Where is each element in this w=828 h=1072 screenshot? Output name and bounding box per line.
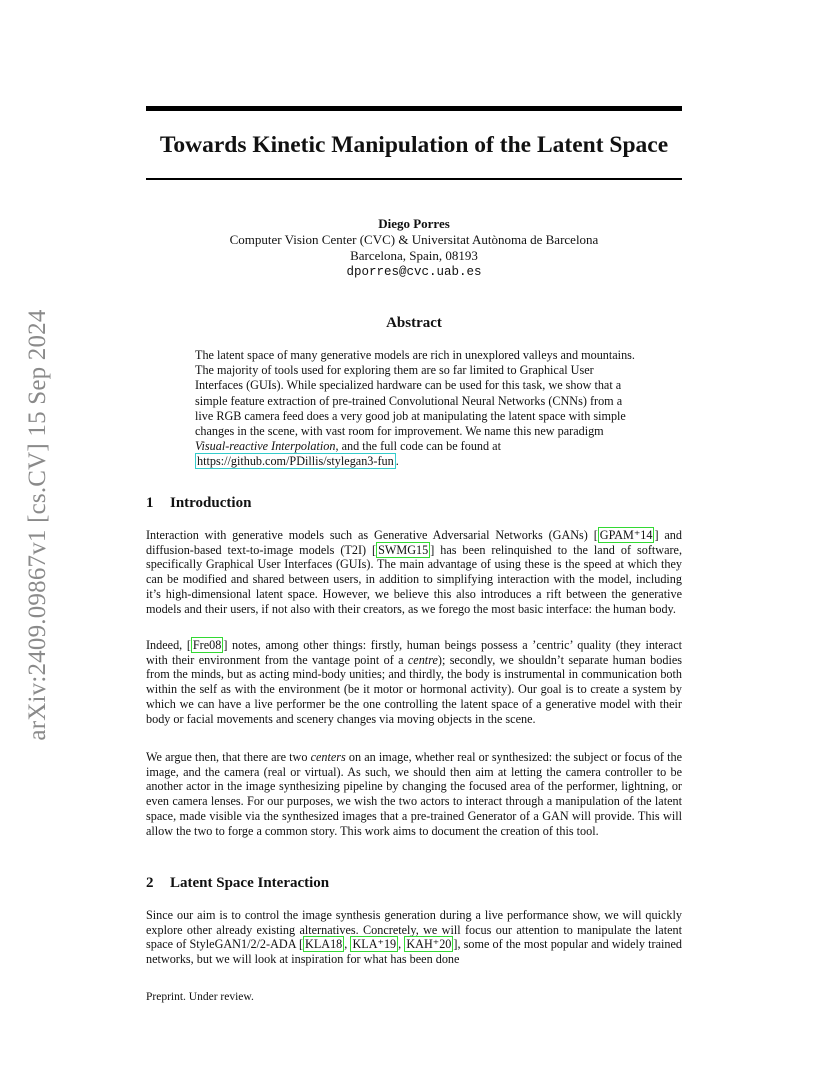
abstract-part: , and the full code can be found at bbox=[335, 439, 501, 454]
footer-note: Preprint. Under review. bbox=[146, 991, 254, 1003]
abstract-text bbox=[195, 348, 635, 470]
intro-paragraph-3 bbox=[146, 750, 682, 838]
text-run: We argue then, that there are two bbox=[146, 750, 311, 764]
text-run: ] has been relinquished to the land of software, specifically Graphical User Interfaces (GUIs). The main advantage of using these is the speed at which they can be modified and shared between users, in addition to simplifying interaction with the model, including it’s high-dimensional latent space. However, we believe this also introduces a rift between the generative models and their users, if not also with their creators, as we forego the most basic interface: the human body. bbox=[146, 542, 682, 616]
text-run: , bbox=[398, 937, 405, 952]
section-title: Introduction bbox=[170, 495, 252, 511]
text-run: ] notes, among other things: firstly, human beings possess a ’centric’ quality (they interact with their environment from the vantage point of a bbox=[146, 638, 682, 667]
abstract-heading: Abstract bbox=[386, 315, 442, 331]
github-link[interactable]: https://github.com/PDillis/stylegan3-fun bbox=[197, 454, 394, 469]
abstract-emphasis: Visual-reactive Interpolation bbox=[195, 439, 336, 454]
section-number: 2 bbox=[146, 875, 154, 891]
text-run: on an image, whether real or synthesized: the subject or focus of the image, and the camera (real or virtual). As such, we should then aim at letting the camera controller to be another actor in the image synthesizing pipeline by changing the focused area of the performer, lightning, or even camera lenses. For our purposes, we wish the two actors to interact through a manipulation of the latent space, made visible via the synthesized images that a pre-trained Generator of a GAN will provide. This will allow the two to forge a common story. This work aims to document the creation of this tool. bbox=[146, 750, 683, 838]
intro-paragraph-2 bbox=[146, 638, 682, 726]
text-run: Since our aim is to control the image synthesis generation during a live performance show, we will quickly explore other already existing alternatives. Concretely, we will focus our attention to manipulate the latent space of StyleGAN1/2/2-ADA [ bbox=[146, 908, 682, 952]
abstract-part: The latent space of many generative models are rich in unexplored valleys and mountains. The majority of tools used for exploring them are so far limited to Graphical User Interfaces (GUIs). While specialized hardware can be used for this task, we show that a simple feature extraction of pre-trained Convolutional Neural Networks (CNNs) from a live RGB camera feed does a very good job at manipulating the latent space with simple changes in the scene, with vast room for improvement. We name this new paradigm bbox=[195, 348, 635, 439]
citation-link[interactable]: Fre08 bbox=[192, 638, 222, 652]
abstract-part: . bbox=[395, 454, 399, 469]
author-address: Barcelona, Spain, 08193 bbox=[350, 248, 478, 263]
citation-link[interactable]: GPAM⁺14 bbox=[599, 528, 653, 542]
author-email[interactable]: dporres@cvc.uab.es bbox=[346, 265, 482, 279]
text-run: , bbox=[344, 937, 351, 952]
section-heading-introduction bbox=[146, 493, 251, 513]
text-run: ], some of the most popular and widely trained networks, but we will look at inspiration for what has been done bbox=[146, 937, 683, 967]
arxiv-identifier: arXiv:2409.09867v1 [cs.CV] 15 Sep 2024 bbox=[24, 309, 51, 741]
author-block bbox=[146, 216, 682, 280]
author-name: Diego Porres bbox=[378, 216, 450, 231]
citation-link[interactable]: KLA⁺19 bbox=[352, 937, 397, 952]
section-heading-latent-space bbox=[146, 873, 329, 893]
text-emphasis: centers bbox=[310, 750, 346, 764]
citation-link[interactable]: KLA18 bbox=[305, 937, 343, 952]
citation-link[interactable]: KAH⁺20 bbox=[406, 937, 452, 952]
paper-title: Towards Kinetic Manipulation of the Latent Space bbox=[159, 132, 669, 158]
text-emphasis: centre bbox=[407, 652, 438, 667]
section2-paragraph-1 bbox=[146, 908, 682, 967]
intro-paragraph-1 bbox=[146, 528, 682, 616]
section-number: 1 bbox=[146, 495, 154, 511]
text-run: Indeed, [ bbox=[146, 638, 191, 652]
text-run: ] and diffusion-based text-to-image models (T2I) [ bbox=[146, 528, 682, 557]
title-top-rule bbox=[146, 106, 682, 111]
text-run: ); secondly, we shouldn’t separate human bodies from the minds, but as acting mind-body unities; and thirdly, the body is instrumental in communication both within the self as with the environment (be it motor or hormonal activity). Our goal is to create a system by which we can have a live performer be the one controlling the latent space of a generative model with their body or facial movements and scenery changes via moving objects in the scene. bbox=[146, 652, 682, 726]
arxiv-sidebar bbox=[18, 290, 58, 760]
author-affiliation: Computer Vision Center (CVC) & Universitat Autònoma de Barcelona bbox=[229, 232, 599, 247]
text-run: Interaction with generative models such as Generative Adversarial Networks (GANs) [ bbox=[146, 528, 598, 542]
citation-link[interactable]: SWMG15 bbox=[378, 542, 429, 557]
section-title: Latent Space Interaction bbox=[170, 875, 330, 891]
title-bottom-rule bbox=[146, 178, 682, 180]
